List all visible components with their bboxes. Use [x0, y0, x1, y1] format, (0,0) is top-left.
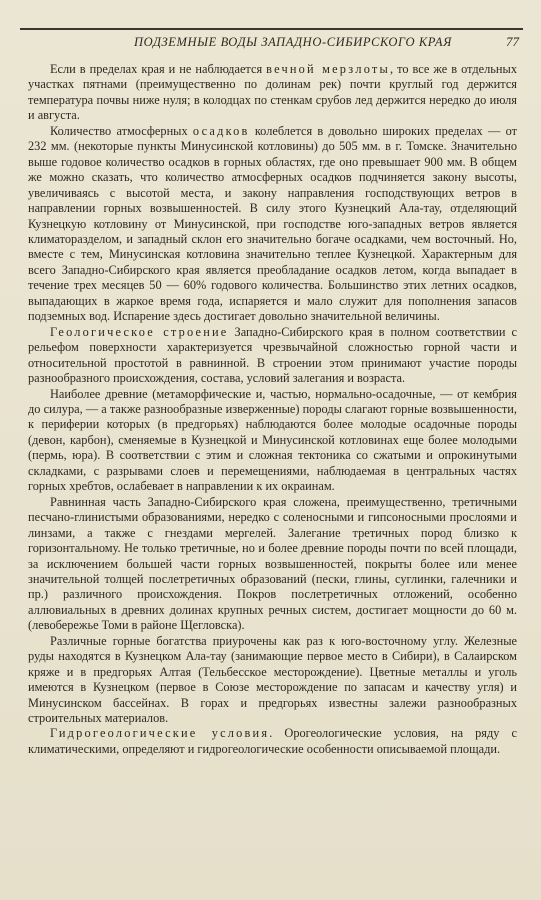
page-number: 77	[506, 34, 519, 49]
paragraph	[28, 495, 517, 634]
running-title: ПОДЗЕМНЫЕ ВОДЫ ЗАПАДНО-СИБИРСКОГО КРАЯ	[134, 35, 452, 49]
paragraph	[28, 62, 517, 124]
paragraph-text: . Орогеологические условия, на ряду с климатическими, определяют и гидрогеологические особенности описываемой площади.	[28, 726, 517, 756]
paragraph-text: Различные горные богатства приурочены как раз к юго-восточному углу. Железные руды находятся в Кузнецком Ала-тау (занимающие первое место в Сибири), в Салаирском кряже и в предгорьях Алтая (Тельбесское месторождение). Цветные металлы и уголь имеются в Кузнецком (первое в Союзе месторождение по запасам и качеству угля) и Минусинском бассейнах. В горах и предгорьях известны залежи разнообразных строительных материалов.	[28, 633, 517, 726]
paragraph	[28, 124, 517, 325]
paragraph	[28, 387, 517, 495]
emphasized-term: вечной мерзлоты	[266, 62, 391, 76]
paragraph-text: Наиболее древние (метаморфические и, частью, нормально-осадочные, — от кембрия до силура, — а также разнообразные изверженные) породы слагают горные возвышенности, к периферии которых (в предгорьях) наблюдаются более молодые осадочные породы (девон, карбон), сменяемые в Кузнецкой и Минусинской котловинах еще более молодыми (пермь, юра). В соответствии с этим и сложная тектоника со сжатыми и опрокинутыми складками, с разрывами слоев и перемещениями, наблюдаемая в центральных частях горных хребтов, ослабевает в направлении к их окраинам.	[28, 386, 517, 494]
paragraph-text: Равнинная часть Западно-Сибирского края сложена, преимущественно, третичными песчано-глинистыми образованиями, нередко с соленосными и гипсоносными прослоями и линзами, а также с гнездами мергелей. Залегание третичных пород близко к горизонтальному. Не только третичные, но и более древние породы почти по всей площади, за исключением большей части горных возвышенностей, покрыты более или менее значительной толщей послетретичных образований (пески, глины, суглинки, галечники и пр.) различного происхождения. Покров послетретичных отложений, особенно аллювиальных в древних долинах крупных речных систем, достигает мощности до 60 м. (левобережье Томи в районе Щегловска).	[28, 494, 517, 633]
paragraph-text: Западно-Сибирского края в полном соответствии с рельефом поверхности характеризуется чрезвычайной сложностью горной части и относительной простотой в равнинной. В строении этом принимают участие породы разнообразного происхождения, состава, условий залегания и возраста.	[28, 324, 517, 386]
paragraph-text: , то все же в отдельных участках пятнами (преимущественно по долинам рек) почти круглый год держится температура почвы ниже нуля; в колодцах по стенкам срубов лед держится нередко до июля и августа.	[28, 62, 517, 123]
emphasized-term: Гидрогеологические условия	[50, 726, 270, 741]
paragraph-text: Количество атмосферных	[50, 123, 193, 138]
paragraph-text: Если в пределах края и не наблюдается	[50, 62, 267, 76]
emphasized-term: осадков	[192, 123, 250, 138]
running-header	[20, 28, 523, 50]
emphasized-term: Геологическое строение	[50, 324, 229, 339]
page-body	[28, 62, 517, 757]
paragraph-text: колеблется в довольно широких пределах — от 232 мм. (некоторые пункты Минусинской котловины) до 505 мм. в г. Томске. Значительно выше годовое количество осадков в горных областях, где оно превышает 900 мм. В общем же можно сказать, что количество атмосферных осадков подчиняется закону высоты, увеличиваясь с высотой места, и закону направления господствующих ветров в направлении горных возвышенностей. В силу этого Кузнецкий Ала-тау, отделяющий Кузнецкую котловину от Минусинской, при господстве юго-западных ветров является климаторазделом, и западный склон его значительно богаче осадками, чем восточный. Но, вместе с тем, Минусинская котловина значительно теплее Кузнецкой. Характерным для всего Западно-Сибирского края является преобладание осадков летом, когда выпадает в течение трех месяцев 50 — 60% годового количества. Большинство этих летних осадков, выпадающих в жаркое время года, испаряется и мало служит для пополнения запасов подземных вод. Испарение здесь достигает довольно значительной величины.	[28, 123, 517, 324]
paragraph	[28, 726, 517, 757]
paragraph	[28, 634, 517, 727]
paragraph	[28, 325, 517, 387]
